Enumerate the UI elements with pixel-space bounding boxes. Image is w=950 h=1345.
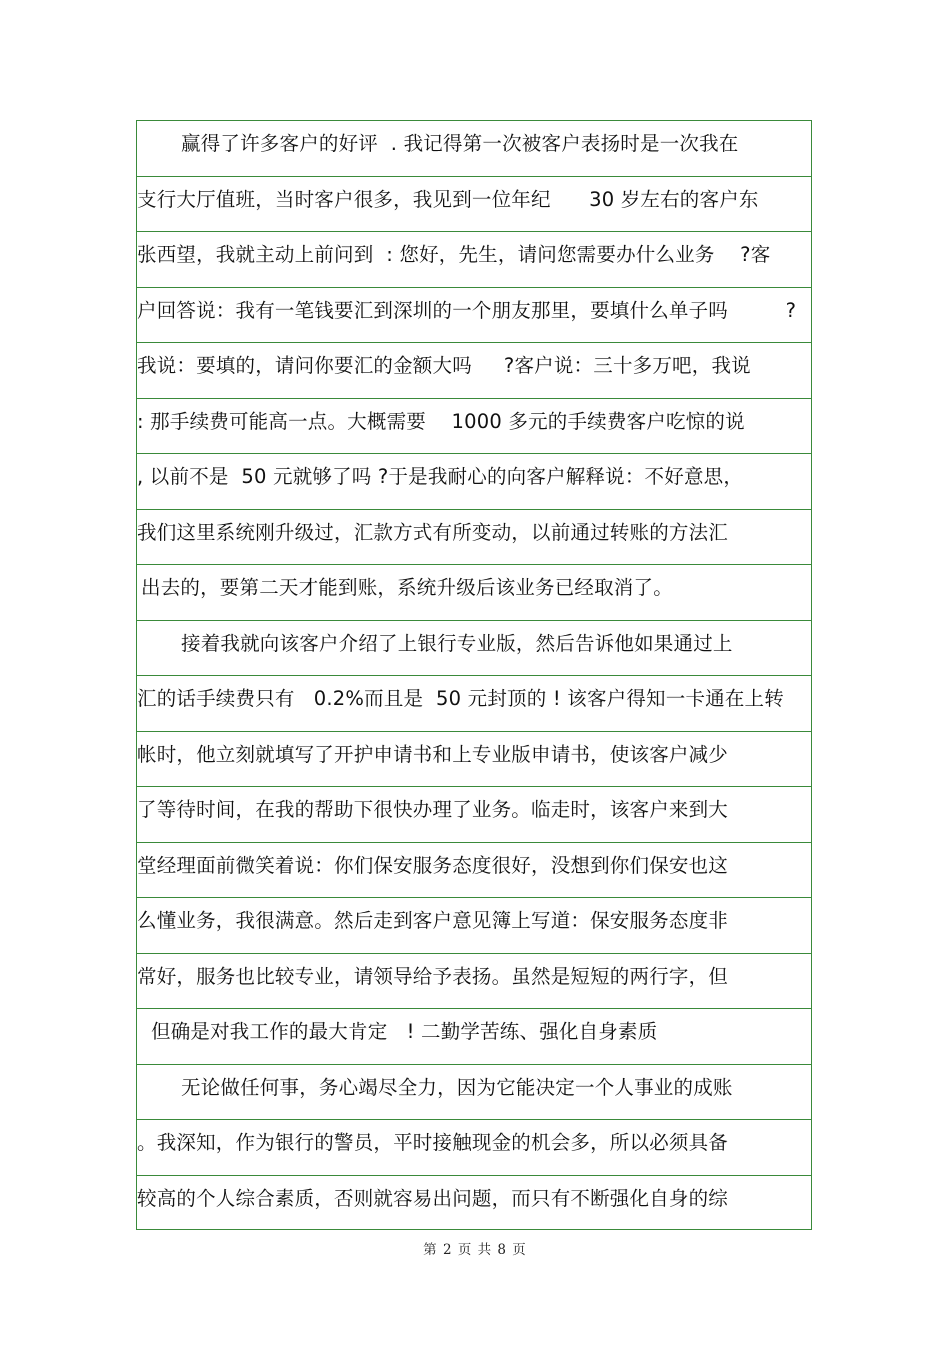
text-line: 帐时，他立刻就填写了开护申请书和上专业版申请书，使该客户减少 (137, 742, 729, 766)
text-line: 常好，服务也比较专业，请领导给予表扬。虽然是短短的两行字，但 (137, 964, 729, 988)
text-line: 张西望，我就主动上前问到 : 您好，先生，请问您需要办什么业务 ?客 (137, 243, 771, 266)
text-row (137, 288, 811, 344)
text-line: 了等待时间，在我的帮助下很快办理了业务。临走时，该客户来到大 (137, 798, 729, 821)
text-line: 赢得了许多客户的好评 . 我记得第一次被客户表扬时是一次我在 (181, 132, 739, 155)
text-line: 出去的，要第二天才能到账，系统升级后该业务已经取消了。 (141, 576, 673, 599)
text-row (137, 232, 811, 288)
text-row (137, 454, 811, 510)
text-row (137, 898, 811, 954)
text-row (137, 510, 811, 566)
text-row (137, 121, 811, 177)
text-line: 。我深知，作为银行的警员，平时接触现金的机会多，所以必须具备 (137, 1131, 729, 1154)
text-row (137, 843, 811, 899)
text-row (137, 732, 811, 788)
text-line: 汇的话手续费只有 0.2%而且是 50 元封顶的 ! 该客户得知一卡通在上转 (137, 687, 784, 710)
text-frame (136, 120, 812, 1230)
text-row (137, 565, 811, 621)
text-line: 我们这里系统刚升级过，汇款方式有所变动，以前通过转账的方法汇 (137, 520, 729, 544)
text-row (137, 621, 811, 677)
text-line: 支行大厅值班，当时客户很多，我见到一位年纪 30 岁左右的客户东 (137, 187, 759, 211)
text-line: 户回答说：我有一笔钱要汇到深圳的一个朋友那里，要填什么单子吗 ? (137, 298, 797, 322)
text-row (137, 676, 811, 732)
text-line: , 以前不是 50 元就够了吗 ?于是我耐心的向客户解释说：不好意思， (137, 465, 744, 488)
text-line: 么懂业务，我很满意。然后走到客户意见簿上写道：保安服务态度非 (137, 909, 729, 932)
text-row (137, 1120, 811, 1176)
text-row (137, 399, 811, 455)
text-row (137, 177, 811, 233)
text-line: 较高的个人综合素质，否则就容易出问题，而只有不断强化自身的综 (137, 1186, 729, 1210)
text-line: 无论做任何事，务心竭尽全力，因为它能决定一个人事业的成账 (181, 1075, 733, 1099)
text-line: 接着我就向该客户介绍了上银行专业版，然后告诉他如果通过上 (181, 631, 733, 655)
text-row (137, 1176, 811, 1232)
text-line: : 那手续费可能高一点。大概需要 1000 多元的手续费客户吃惊的说 (137, 409, 745, 433)
text-line: 但确是对我工作的最大肯定 ! 二勤学苦练、强化自身素质 (151, 1020, 658, 1043)
text-row (137, 954, 811, 1010)
text-row (137, 1009, 811, 1065)
text-row (137, 1065, 811, 1121)
text-line: 我说：要填的，请问你要汇的金额大吗 ?客户说：三十多万吧，我说 (137, 354, 751, 377)
text-row (137, 787, 811, 843)
text-line: 堂经理面前微笑着说：你们保安服务态度很好，没想到你们保安也这 (137, 853, 729, 877)
text-row (137, 343, 811, 399)
page-number: 第 2 页 共 8 页 (423, 1242, 527, 1258)
